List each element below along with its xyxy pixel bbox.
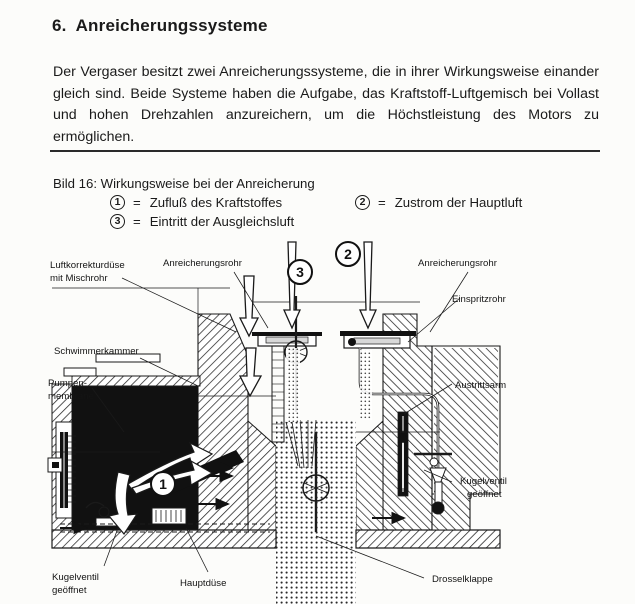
label-einspritzrohr: Einspritzrohr bbox=[452, 294, 506, 305]
label-luftkorrekturduese-line2: mit Mischrohr bbox=[50, 273, 108, 284]
label-kugelventil-right-line1: Kugelventil bbox=[460, 476, 507, 487]
section-title: Anreicherungssysteme bbox=[75, 16, 268, 36]
figure-marker-1-label: 1 bbox=[159, 476, 167, 492]
body-paragraph: Der Vergaser besitzt zwei Anreicherungssysteme, die in ihrer Wirkungsweise einander gleich sind. Beide Systeme haben die Aufgabe, das Kraftstoff-Luftgemisch bei Vollast und hohen Drehzahlen anzureichern, um die Höchstleistung des Motors zu ermöglichen. bbox=[53, 64, 599, 145]
legend-equals-1: = bbox=[133, 195, 141, 210]
air-arrow-compensating bbox=[240, 276, 258, 336]
label-kugelventil-left-line1: Kugelventil bbox=[52, 572, 99, 583]
label-pumpenmembrane-line1: Pumpen- bbox=[48, 378, 87, 389]
figure-marker-3 bbox=[288, 260, 312, 284]
page-title bbox=[52, 16, 268, 36]
legend-item-1 bbox=[110, 193, 282, 212]
air-arrow-main-left bbox=[284, 242, 300, 328]
label-schwimmerkammer: Schwimmerkammer bbox=[54, 346, 139, 357]
legend-equals-3: = bbox=[133, 214, 141, 229]
label-drosselklappe: Drosselklappe bbox=[432, 574, 493, 585]
label-kugelventil-right-line2: geöffnet bbox=[467, 489, 502, 500]
label-hauptduese: Hauptdüse bbox=[180, 578, 227, 589]
label-austrittsarm: Austrittsarm bbox=[455, 380, 507, 391]
horizontal-divider bbox=[50, 150, 600, 152]
figure-marker-2-label: 2 bbox=[344, 246, 352, 262]
label-luftkorrekturduese-line1: Luftkorrekturdüse bbox=[50, 260, 125, 271]
carburetor-cross-section-svg bbox=[0, 236, 635, 604]
air-arrow-main-right bbox=[360, 242, 376, 328]
label-anreicherungsrohr-left: Anreicherungsrohr bbox=[163, 258, 242, 269]
legend-text-2: Zustrom der Hauptluft bbox=[394, 195, 523, 210]
air-correction-jet-right bbox=[340, 331, 416, 348]
legend-text-1: Zufluß des Kraftstoffes bbox=[149, 195, 283, 210]
legend-text-3: Eintritt der Ausgleichsluft bbox=[149, 214, 295, 229]
figure-caption bbox=[53, 174, 523, 231]
legend-equals-2: = bbox=[378, 195, 386, 210]
legend-item-3 bbox=[110, 212, 294, 231]
figure-diagram bbox=[0, 236, 635, 604]
circled-number-2-icon: 2 bbox=[355, 195, 370, 210]
base-plate-right bbox=[356, 530, 500, 548]
label-anreicherungsrohr-right: Anreicherungsrohr bbox=[418, 258, 497, 269]
cover-ledge bbox=[64, 368, 96, 376]
figure-marker-1 bbox=[151, 472, 175, 496]
circled-number-3-icon: 3 bbox=[110, 214, 125, 229]
body-left-wall bbox=[198, 314, 248, 536]
caption-title-line bbox=[53, 174, 315, 193]
carburetor-body bbox=[48, 288, 500, 604]
figure-marker-3-label: 3 bbox=[296, 264, 304, 280]
circled-number-1-icon: 1 bbox=[110, 195, 125, 210]
label-pumpenmembrane-line2: membrane bbox=[48, 391, 94, 402]
section-number: 6. bbox=[52, 16, 67, 36]
base-plate-left bbox=[52, 530, 276, 548]
main-jet bbox=[152, 508, 186, 524]
caption-legend bbox=[53, 193, 523, 231]
legend-row-1 bbox=[53, 193, 523, 212]
label-kugelventil-left-line2: geöffnet bbox=[52, 585, 87, 596]
legend-row-2 bbox=[53, 212, 315, 231]
figure-marker-2 bbox=[336, 242, 360, 266]
figure-label: Bild 16: bbox=[53, 176, 97, 191]
figure-title: Wirkungsweise bei der Anreicherung bbox=[100, 176, 315, 191]
legend-item-2 bbox=[355, 193, 522, 212]
